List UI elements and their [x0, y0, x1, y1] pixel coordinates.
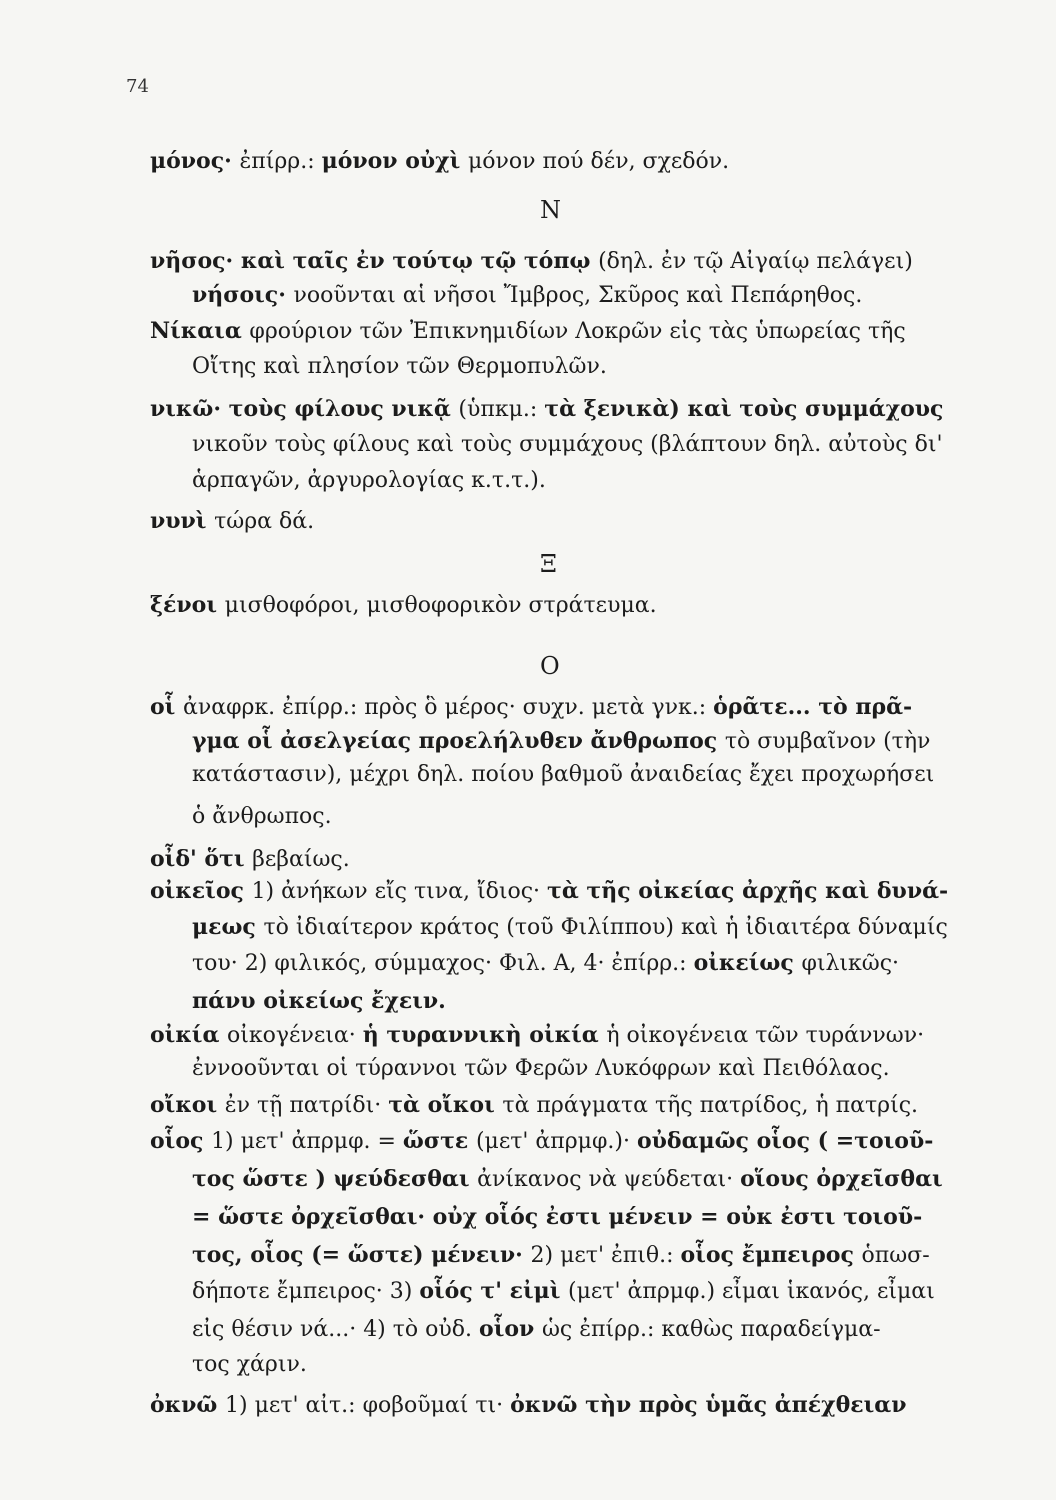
page-number: 74	[126, 76, 149, 97]
definition-text: τώρα δά.	[214, 509, 315, 534]
entry-line	[192, 1242, 930, 1268]
headword-text: νῆσος· καὶ ταῖς ἐν τούτῳ τῷ τόπῳ	[150, 248, 599, 274]
definition-text: ἡ οἰκογένεια τῶν τυράννων·	[606, 1023, 925, 1048]
headword-text: νυνὶ	[150, 508, 215, 534]
definition-text: φιλικῶς·	[801, 951, 900, 976]
entry-line	[192, 432, 943, 457]
entry-line	[150, 1392, 906, 1418]
headword-text: τος, οἷος (= ὥστε) μένειν·	[192, 1242, 531, 1268]
headword-text: ὥστε	[402, 1128, 476, 1154]
definition-text: εἰς θέσιν νά...· 4) τὸ οὐδ.	[192, 1317, 480, 1342]
entry-line	[150, 694, 912, 720]
section-letter-omicron: Ο	[540, 652, 560, 680]
headword-text: οἵους ὀρχεῖσθαι	[740, 1166, 943, 1192]
definition-text: ἁρπαγῶν, ἀργυρολογίας κ.τ.τ.).	[192, 468, 546, 493]
entry-line	[150, 592, 657, 618]
definition-text: 1) μετ' ἀπρμφ. =	[211, 1129, 403, 1154]
entry-line	[150, 1022, 924, 1048]
definition-text: ἐπίρρ.:	[239, 149, 322, 174]
headword-text: οἰκείως	[693, 950, 802, 976]
headword-text: νικῶ· τοὺς φίλους νικᾷ	[150, 396, 459, 422]
entry-line	[192, 1166, 943, 1192]
headword-text: Νίκαια	[150, 318, 250, 344]
headword-text: μόνος·	[150, 148, 240, 174]
headword-text: οἷον	[479, 1316, 542, 1342]
definition-text: ὁπωσ-	[861, 1243, 930, 1268]
entry-line	[192, 468, 546, 493]
entry-line	[192, 1056, 890, 1081]
definition-text: (μετ' ἀπρμφ.)·	[475, 1129, 637, 1154]
definition-text: κατάστασιν), μέχρι δηλ. ποίου βαθμοῦ ἀναιδείας ἔχει προχωρήσει	[192, 762, 935, 787]
entry-line	[192, 950, 899, 976]
definition-text: τὸ συμβαῖνον (τὴν	[724, 729, 931, 754]
headword-text: οἰκία	[150, 1022, 228, 1048]
headword-text: οἶδ' ὅτι	[150, 846, 253, 872]
definition-text: του· 2) φιλικός, σύμμαχος· Φιλ. Α, 4· ἐπίρρ.:	[192, 951, 694, 976]
headword-text: ὀκνῶ	[150, 1392, 226, 1418]
entry-line	[150, 878, 948, 904]
entry-line	[150, 1092, 918, 1118]
definition-text: (μετ' ἀπρμφ.) εἶμαι ἱκανός, εἶμαι	[568, 1279, 935, 1304]
entry-line	[192, 354, 607, 379]
headword-text: τὰ ξενικὰ) καὶ τοὺς συμμάχους	[544, 396, 944, 422]
section-letter-nu: Ν	[540, 196, 561, 224]
definition-text: 1) ἀνήκων εἴς τινα, ἴδιος·	[251, 879, 548, 904]
entry-line	[150, 248, 913, 274]
definition-text: μόνον πού δέν, σχεδόν.	[467, 149, 730, 174]
headword-text: οὐδαμῶς οἷος ( =τοιοῦ-	[636, 1128, 934, 1154]
definition-text: τὰ πράγματα τῆς πατρίδος, ἡ πατρίς.	[502, 1093, 919, 1118]
entry-line	[192, 1278, 935, 1304]
headword-text: νήσοις·	[192, 282, 294, 308]
definition-text: δήποτε ἔμπειρος· 3)	[192, 1279, 420, 1304]
definition-text: τὸ ἰδιαίτερον κράτος (τοῦ Φιλίππου) καὶ ἡ ἰδιαιτέρα δύναμίς	[263, 915, 948, 940]
definition-text: τος χάριν.	[192, 1352, 307, 1377]
headword-text: οἷός τ' εἰμὶ	[419, 1278, 569, 1304]
headword-text: οἴκοι	[150, 1092, 225, 1118]
entry-line	[150, 148, 729, 174]
definition-text: φρούριον τῶν Ἐπικνημιδίων Λοκρῶν εἰς τὰς ὑπωρείας τῆς	[249, 319, 906, 344]
entry-line	[192, 804, 332, 829]
headword-text: ἡ τυραννικὴ οἰκία	[362, 1022, 607, 1048]
entry-line	[192, 728, 930, 754]
definition-text: μισθοφόροι, μισθοφορικὸν στράτευμα.	[224, 593, 657, 618]
definition-text: ὡς ἐπίρρ.: καθὼς παραδείγμα-	[541, 1317, 881, 1342]
entry-line	[150, 318, 906, 344]
entry-line	[150, 846, 350, 872]
definition-text: οἰκογένεια·	[227, 1023, 363, 1048]
headword-text: τὰ οἴκοι	[388, 1092, 503, 1118]
entry-line	[192, 1204, 922, 1230]
entry-line	[192, 1316, 881, 1342]
entry-line	[192, 914, 948, 940]
headword-text: οἷος	[150, 1128, 212, 1154]
headword-text: ὁρᾶτε... τὸ πρᾶ-	[713, 694, 913, 720]
headword-text: τος ὥστε ) ψεύδεσθαι	[192, 1166, 478, 1192]
headword-text: οἰκεῖος	[150, 878, 252, 904]
headword-text: οἷ	[150, 694, 183, 720]
headword-text: ξένοι	[150, 592, 225, 618]
definition-text: νοοῦνται αἱ νῆσοι Ἴμβρος, Σκῦρος καὶ Πεπάρηθος.	[293, 283, 863, 308]
entry-line	[150, 1128, 933, 1154]
definition-text: (δηλ. ἐν τῷ Αἰγαίῳ πελάγει)	[598, 249, 913, 274]
entry-line	[192, 762, 934, 787]
definition-text: ἐν τῇ πατρίδι·	[224, 1093, 389, 1118]
headword-text: ὀκνῶ τὴν πρὸς ὑμᾶς ἀπέχθειαν	[510, 1392, 907, 1418]
definition-text: ὁ ἄνθρωπος.	[192, 804, 332, 829]
section-letter-xi: Ξ	[540, 550, 557, 578]
headword-text: πάνυ οἰκείως ἔχειν.	[192, 988, 446, 1014]
headword-text: οἷος ἔμπειρος	[680, 1242, 862, 1268]
headword-text: τὰ τῆς οἰκείας ἀρχῆς καὶ δυνά-	[547, 878, 949, 904]
definition-text: 2) μετ' ἐπιθ.:	[530, 1243, 681, 1268]
headword-text: γμα οἷ ἀσελγείας προελήλυθεν ἄνθρωπος	[192, 728, 725, 754]
entry-line	[150, 396, 943, 422]
headword-text: μεως	[192, 914, 264, 940]
definition-text: βεβαίως.	[252, 847, 350, 872]
headword-text: = ὥστε ὀρχεῖσθαι· οὐχ οἷός ἐστι μένειν = οὐκ ἐστι τοιοῦ-	[192, 1204, 923, 1230]
definition-text: (ὑπκμ.:	[458, 397, 545, 422]
entry-line	[150, 508, 314, 534]
definition-text: ἐννοοῦνται οἱ τύραννοι τῶν Φερῶν Λυκόφρων καὶ Πειθόλαος.	[192, 1056, 890, 1081]
definition-text: Οἴτης καὶ πλησίον τῶν Θερμοπυλῶν.	[192, 354, 607, 379]
entry-line	[192, 988, 446, 1014]
entry-line	[192, 282, 862, 308]
definition-text: ἀναφρκ. ἐπίρρ.: πρὸς ὃ μέρος· συχν. μετὰ γνκ.:	[182, 695, 714, 720]
headword-text: μόνον οὐχὶ	[321, 148, 468, 174]
entry-line	[192, 1352, 307, 1377]
definition-text: 1) μετ' αἰτ.: φοβοῦμαί τι·	[225, 1393, 511, 1418]
definition-text: ἀνίκανος νὰ ψεύδεται·	[477, 1167, 741, 1192]
definition-text: νικοῦν τοὺς φίλους καὶ τοὺς συμμάχους (βλάπτουν δηλ. αὐτοὺς δι'	[192, 432, 943, 457]
